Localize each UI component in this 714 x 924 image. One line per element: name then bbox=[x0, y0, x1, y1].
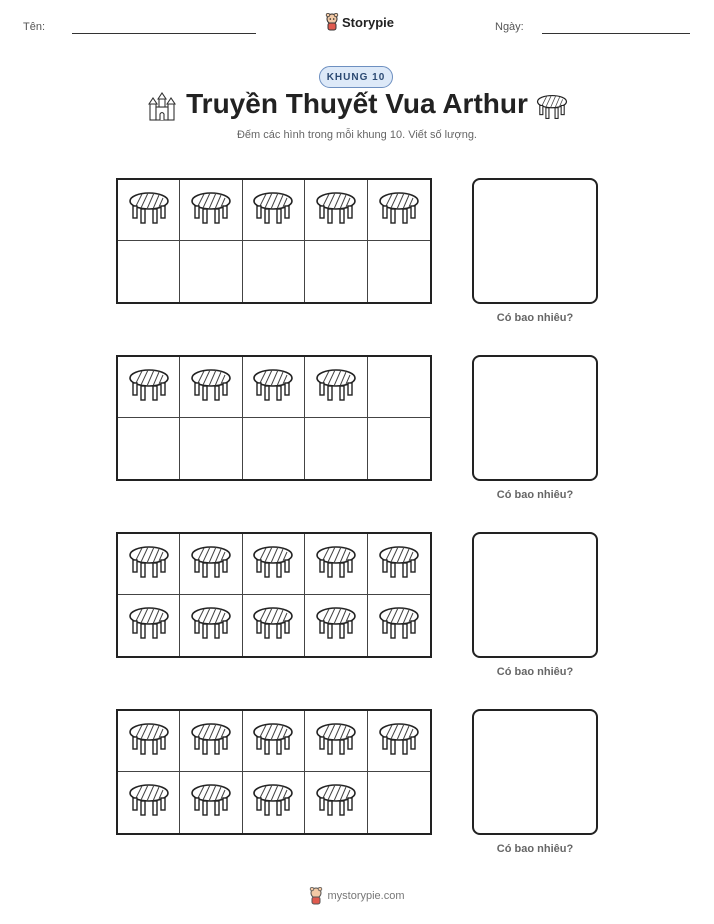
frame-cell bbox=[243, 357, 305, 418]
ten-frame bbox=[116, 709, 432, 835]
frame-cell bbox=[243, 711, 305, 772]
round-table-icon bbox=[315, 782, 357, 823]
round-table-icon bbox=[190, 721, 232, 762]
page-title: Truyền Thuyết Vua Arthur bbox=[186, 88, 528, 119]
frame-cell bbox=[180, 241, 242, 302]
frame-cell bbox=[118, 534, 180, 595]
frame-cell bbox=[305, 357, 367, 418]
count-prompt: Có bao nhiêu? bbox=[496, 312, 574, 324]
date-label: Ngày: bbox=[495, 21, 524, 33]
round-table-icon bbox=[378, 605, 420, 646]
frame-cell bbox=[118, 711, 180, 772]
ten-frame bbox=[116, 178, 432, 304]
footer-url: mystorypie.com bbox=[327, 890, 405, 902]
round-table-icon bbox=[128, 190, 170, 231]
frame-cell bbox=[118, 772, 180, 833]
frame-cell bbox=[243, 534, 305, 595]
frame-cell bbox=[368, 711, 430, 772]
round-table-icon bbox=[315, 721, 357, 762]
frame-cell bbox=[180, 711, 242, 772]
round-table-icon bbox=[128, 721, 170, 762]
round-table-icon bbox=[190, 190, 232, 231]
frame-cell bbox=[368, 241, 430, 302]
frame-cell bbox=[243, 180, 305, 241]
frame-cell bbox=[180, 357, 242, 418]
frame-cell bbox=[180, 595, 242, 656]
round-table-icon bbox=[128, 544, 170, 585]
date-line[interactable] bbox=[542, 33, 690, 34]
round-table-icon bbox=[252, 367, 294, 408]
count-prompt: Có bao nhiêu? bbox=[496, 843, 574, 855]
frame-cell bbox=[305, 180, 367, 241]
answer-box[interactable] bbox=[472, 178, 598, 304]
round-table-icon bbox=[252, 721, 294, 762]
storypie-mascot-icon bbox=[309, 887, 323, 905]
frame-cell bbox=[368, 180, 430, 241]
frame-cell bbox=[243, 418, 305, 479]
frame-cell bbox=[368, 772, 430, 833]
round-table-icon bbox=[190, 605, 232, 646]
round-table-icon bbox=[252, 605, 294, 646]
count-prompt: Có bao nhiêu? bbox=[496, 666, 574, 678]
round-table-icon bbox=[315, 367, 357, 408]
frame-cell bbox=[118, 595, 180, 656]
brand-name: Storypie bbox=[342, 14, 395, 30]
round-table-icon bbox=[315, 190, 357, 231]
footer bbox=[0, 887, 714, 905]
round-table-icon bbox=[536, 93, 568, 121]
name-line[interactable] bbox=[72, 33, 256, 34]
frame-cell bbox=[243, 241, 305, 302]
name-label: Tên: bbox=[23, 21, 46, 33]
frame-cell bbox=[118, 241, 180, 302]
round-table-icon bbox=[128, 605, 170, 646]
answer-box[interactable] bbox=[472, 355, 598, 481]
round-table-icon bbox=[315, 605, 357, 646]
round-table-icon bbox=[128, 782, 170, 823]
frame-cell bbox=[118, 180, 180, 241]
round-table-icon bbox=[378, 190, 420, 231]
round-table-icon bbox=[190, 367, 232, 408]
round-table-icon bbox=[252, 190, 294, 231]
frame-cell bbox=[180, 772, 242, 833]
frame-cell bbox=[368, 595, 430, 656]
round-table-icon bbox=[252, 544, 294, 585]
frame-cell bbox=[118, 418, 180, 479]
storypie-mascot-icon bbox=[325, 13, 339, 31]
frame-cell bbox=[305, 241, 367, 302]
frame-cell bbox=[243, 772, 305, 833]
frame-cell bbox=[368, 418, 430, 479]
ten-frame bbox=[116, 355, 432, 481]
frame-cell bbox=[118, 357, 180, 418]
instructions: Đếm các hình trong mỗi khung 10. Viết số lượng. bbox=[236, 129, 477, 141]
round-table-icon bbox=[315, 544, 357, 585]
frame-cell bbox=[180, 534, 242, 595]
frame-cell bbox=[243, 595, 305, 656]
count-prompt: Có bao nhiêu? bbox=[496, 489, 574, 501]
round-table-icon bbox=[252, 782, 294, 823]
worksheet-badge: KHUNG 10 bbox=[319, 66, 393, 88]
brand-logo bbox=[325, 13, 394, 31]
round-table-icon bbox=[190, 544, 232, 585]
frame-cell bbox=[368, 357, 430, 418]
ten-frame bbox=[116, 532, 432, 658]
frame-cell bbox=[305, 534, 367, 595]
round-table-icon bbox=[190, 782, 232, 823]
frame-cell bbox=[305, 772, 367, 833]
frame-cell bbox=[180, 180, 242, 241]
answer-box[interactable] bbox=[472, 709, 598, 835]
frame-cell bbox=[180, 418, 242, 479]
round-table-icon bbox=[378, 544, 420, 585]
frame-cell bbox=[368, 534, 430, 595]
answer-box[interactable] bbox=[472, 532, 598, 658]
frame-cell bbox=[305, 418, 367, 479]
frame-cell bbox=[305, 711, 367, 772]
round-table-icon bbox=[128, 367, 170, 408]
frame-cell bbox=[305, 595, 367, 656]
round-table-icon bbox=[378, 721, 420, 762]
